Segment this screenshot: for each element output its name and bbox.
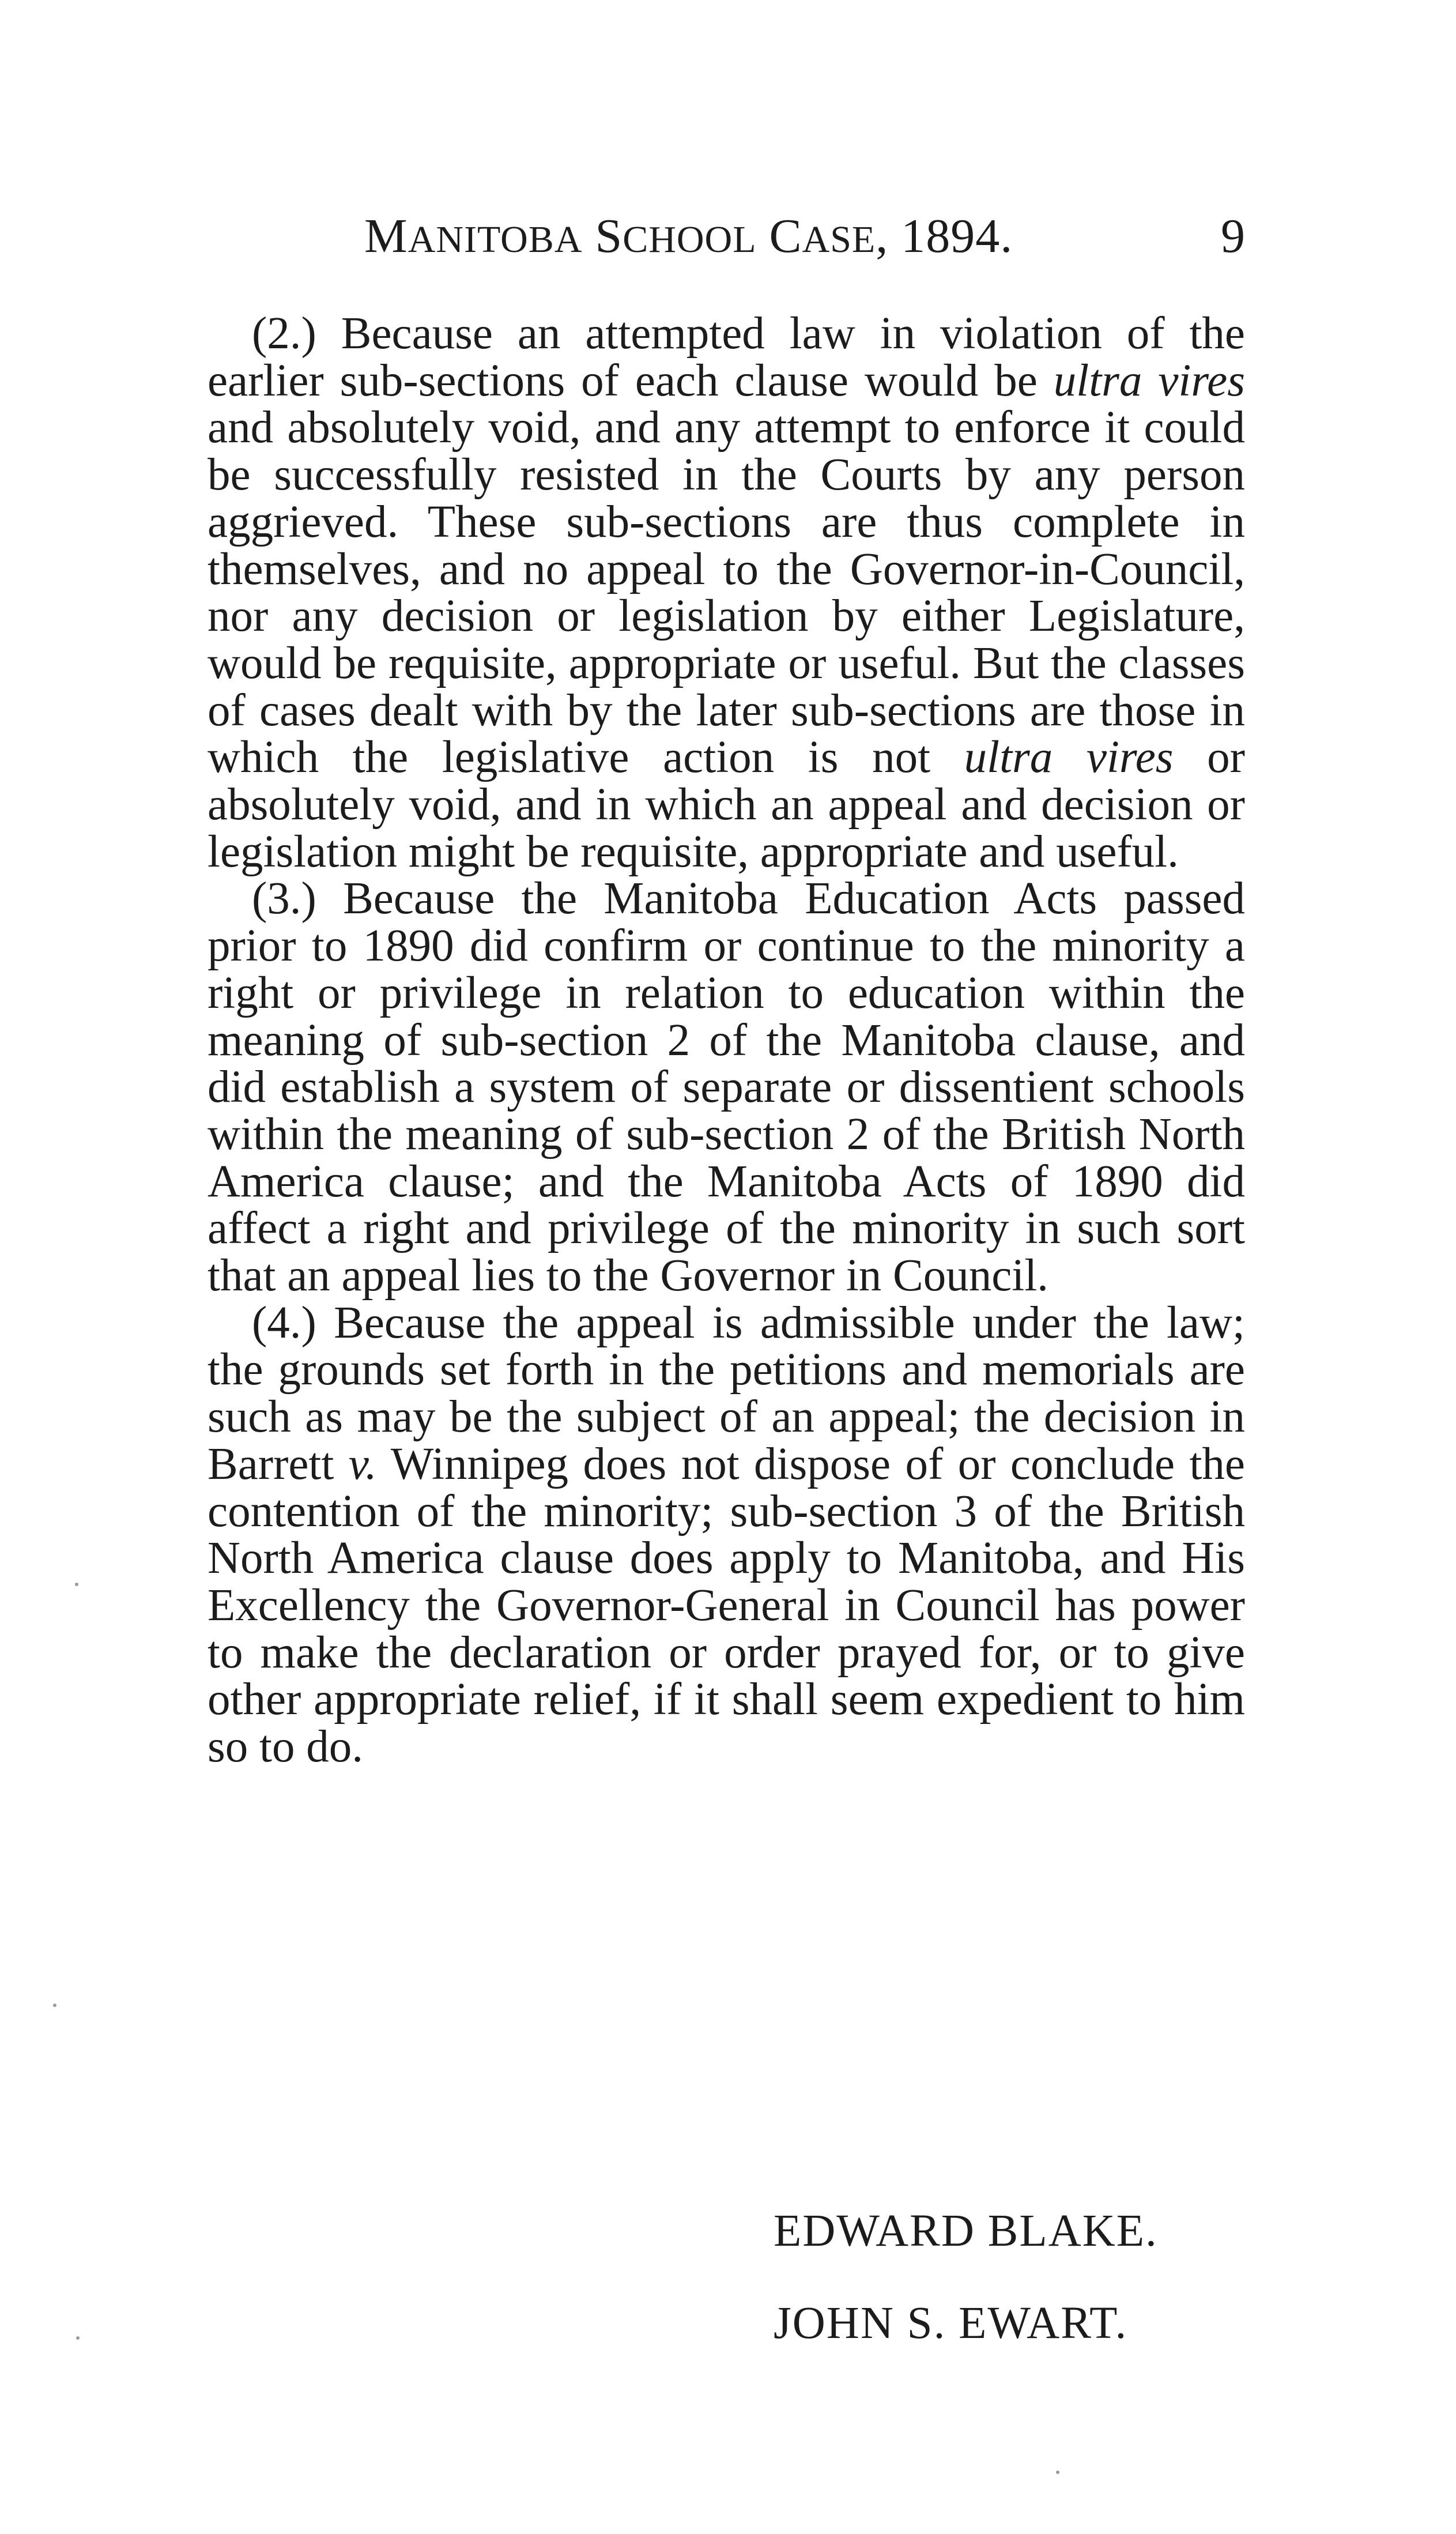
- paragraph-3: (3.) Because the Manitoba Education Acts passed prior to 1890 did confirm or continue to the minority a right or privilege in relation to education within the meaning of sub-section 2 of the Manitoba clause, and did establish a system of separate or dissentient schools within the meaning of sub-section 2 of the British North America clause; and the Manitoba Acts of 1890 did affect a right and privilege of the minority in such sort that an appeal lies to the Governor in Council.: [208, 873, 1245, 1301]
- page-speck: [1056, 2471, 1059, 2474]
- body-text: [208, 310, 1245, 1771]
- title-initial: S: [595, 209, 623, 263]
- paragraph-text: (2.) Because an attempted law in violation of the earlier sub-sections of each clause would be: [208, 308, 1245, 406]
- paragraph-4: [208, 1297, 1245, 1772]
- running-title: [364, 208, 1013, 269]
- signature-john-ewart: JOHN S. EWART.: [774, 2298, 1128, 2348]
- page-speck: [75, 1583, 78, 1586]
- page-header: [208, 208, 1245, 265]
- paragraph-text: or absolutely void, and in which an appeal and decision or legislation might be requisite, appropriate and useful.: [208, 732, 1245, 877]
- page-speck: [76, 2336, 80, 2340]
- page-number: 9: [1221, 209, 1245, 263]
- paragraph-text: and absolutely void, and any attempt to enforce it could be successfully resisted in the Courts by any person aggrieved. These sub-sections are thus complete in themselves, and no appeal to the Governor-in-Council, nor any decision or legislation by either Legislature, would be requisite, appropriate or useful. But the classes of cases dealt with by the later sub-sections are those in which the legislative action is not: [208, 402, 1245, 783]
- page-speck: [53, 2004, 56, 2007]
- italic-term: v.: [348, 1439, 377, 1489]
- paragraph-2: [208, 310, 1245, 875]
- signature-edward-blake: EDWARD BLAKE.: [774, 2206, 1158, 2256]
- title-initial: C: [769, 209, 802, 263]
- title-small-caps: CHOOL: [623, 219, 757, 261]
- title-small-caps: ASE: [802, 219, 876, 261]
- paragraph-text: (4.) Because the appeal is admissible under the law; the grounds set forth in the petitions and memorials are such as may be the subject of an appeal; the decision in Barrett: [208, 1297, 1245, 1489]
- italic-term: ultra vires: [964, 732, 1174, 783]
- paragraph-text: Winnipeg does not dispose of or conclude the contention of the minority; sub-section 3 of the British North America clause does apply to Manitoba, and His Excellency the Governor-General in Council has power to make the declaration or order prayed for, or to give other appropriate relief, if it shall seem expedient to him so to do.: [208, 1439, 1245, 1772]
- italic-term: ultra vires: [1053, 355, 1245, 406]
- title-initial: M: [364, 209, 408, 263]
- signature-block: [774, 2202, 1158, 2387]
- title-year: , 1894.: [876, 209, 1013, 263]
- title-small-caps: ANITOBA: [408, 219, 583, 261]
